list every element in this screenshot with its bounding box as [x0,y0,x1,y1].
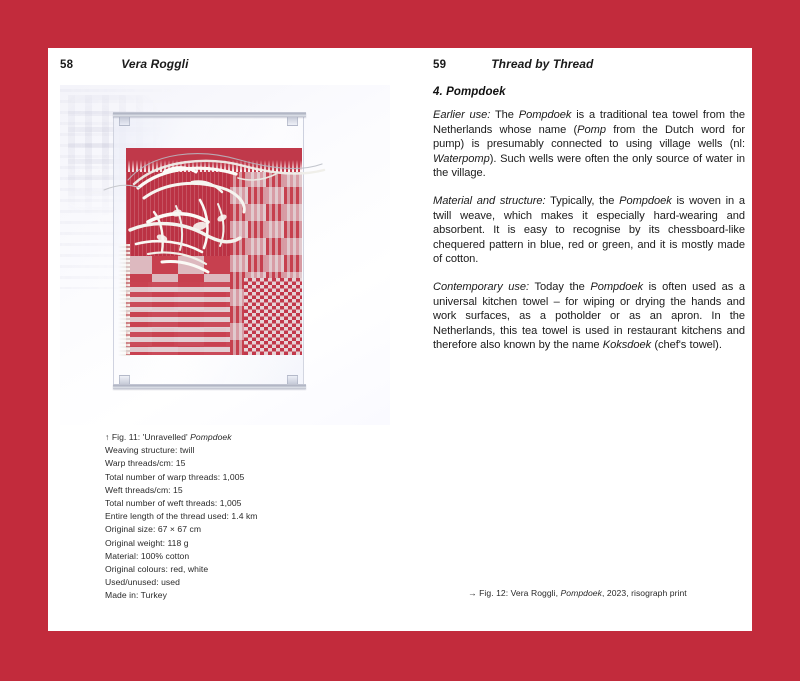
credit-arrow-icon: → [468,588,477,598]
spec-value: 1,005 [219,498,242,509]
spec-row: Total number of warp threads: 1,005 [105,471,245,482]
spec-value: 1,005 [222,471,245,482]
italic-term: Pomp [577,123,606,136]
text-run: from the Dutch word for pump) is presumably connected to using village wells (nl: [433,123,746,151]
spec-value: 1.4 km [231,511,258,522]
credit-work-title: Pompdoek [560,588,602,598]
mount-clip-bottom-left [119,375,130,384]
spec-label: Weaving structure [105,445,175,456]
unravelled-threads [104,126,326,306]
spec-label: Total number of weft threads [105,498,215,509]
acrylic-top-bar [113,112,306,117]
spec-row: Weaving structure: twill [105,445,195,456]
text-run: is a traditional tea towel from the Netherlands whose name ( [433,109,745,136]
left-folio: 58 [60,59,74,71]
spec-value: 67 × 67 cm [157,524,202,535]
spec-value: used [161,577,180,588]
spec-label: Made in [105,590,136,601]
credit-artist: Vera Roggli, [510,588,559,598]
spec-row: Material: 100% cotton [105,550,190,561]
italic-term: Pompdoek [590,280,643,293]
section-heading: 4. Pompdoek [433,86,506,98]
figure-11-photograph [60,85,390,425]
spec-row: Warp threads/cm: 15 [105,458,186,469]
spec-row: Made in: Turkey [105,590,167,601]
paragraph-lead-in: Material and structure: [433,194,546,207]
body-text-column [433,108,745,366]
book-spread [48,48,752,631]
spec-value: red, white [170,564,209,575]
mount-clip-bottom-right [287,375,298,384]
spec-row: Weft threads/cm: 15 [105,484,183,495]
left-page [48,48,424,631]
italic-term: Pompdoek [619,194,672,207]
credit-label: Fig. 12: [479,588,509,598]
spec-label: Original colours [105,564,166,575]
spec-label: Material [105,550,136,561]
text-run: is often used as a universal kitchen towel – for wiping or drying the hands and work surfaces, as a potholder or as an apron. In the Netherlands, this tea towel is used in restaurant kitchens and therefore also known by the name [433,280,745,352]
spec-value: 100% cotton [140,550,190,561]
credit-rest: , 2023, risograph print [602,588,687,598]
spec-label: Entire length of the thread used [105,511,227,522]
left-running-head [60,57,189,71]
spec-row: Total number of weft threads: 1,005 [105,498,242,509]
spec-row: Original colours: red, white [105,564,209,575]
figure-12-credit [468,588,687,598]
text-run: Typically, the [545,194,620,207]
spec-row: Entire length of the thread used: 1.4 km [105,511,258,522]
paragraph-lead-in: Earlier use: [433,109,491,121]
left-running-head-title: Vera Roggli [121,57,189,71]
caption-title-italic: Pompdoek [190,432,232,442]
italic-term: Koksdoek [602,339,652,352]
spec-label: Used/unused [105,577,157,588]
spec-value: twill [179,445,195,456]
spec-value: 15 [173,484,183,495]
text-run: ). Such wells were often the only source of water in the village. [433,152,745,180]
right-page [424,48,752,631]
paragraph [433,280,745,353]
spec-row: Used/unused: used [105,577,180,588]
italic-term: Pompdoek [518,109,572,121]
spec-row: Original size: 67 × 67 cm [105,524,202,535]
tea-towel-textile [126,148,302,355]
spec-value: Turkey [140,590,167,601]
figure-11-caption [105,431,405,603]
paragraph [433,108,745,181]
paragraph-lead-in: Contemporary use: [433,280,530,293]
caption-arrow-icon: ↑ [105,432,110,442]
mount-clip-top-right [287,117,298,126]
spec-label: Warp threads/cm [105,458,171,469]
text-run: is woven in a twill weave, which makes it especially hard-wearing and absorbent. It is easy to recognise by its chessboard-like chequered pattern in blue, red or green, and it is mostly made of cotton. [433,194,745,266]
spec-value: 15 [175,458,186,469]
spec-label: Total number of warp threads [105,471,218,482]
spec-label: Original weight [105,537,163,548]
spec-label: Weft threads/cm [105,484,169,495]
spec-row: Original weight: 118 g [105,537,189,548]
text-run: Today the [529,280,591,293]
caption-figure-label: Fig. 11: [111,432,141,442]
spec-value: 118 g [167,537,189,548]
spec-label: Original size [105,524,153,535]
text-run: The [490,109,519,121]
caption-title-quoted: 'Unravelled' [142,432,188,442]
acrylic-bottom-bar [113,384,306,389]
mount-clip-top-left [119,117,130,126]
right-running-head [433,57,594,71]
text-run: (chef's towel). [651,339,722,352]
right-running-head-title: Thread by Thread [491,57,594,71]
paragraph [433,194,745,267]
right-folio: 59 [433,59,447,71]
italic-term: Waterpomp [433,152,490,165]
caption-title-line [105,431,405,444]
